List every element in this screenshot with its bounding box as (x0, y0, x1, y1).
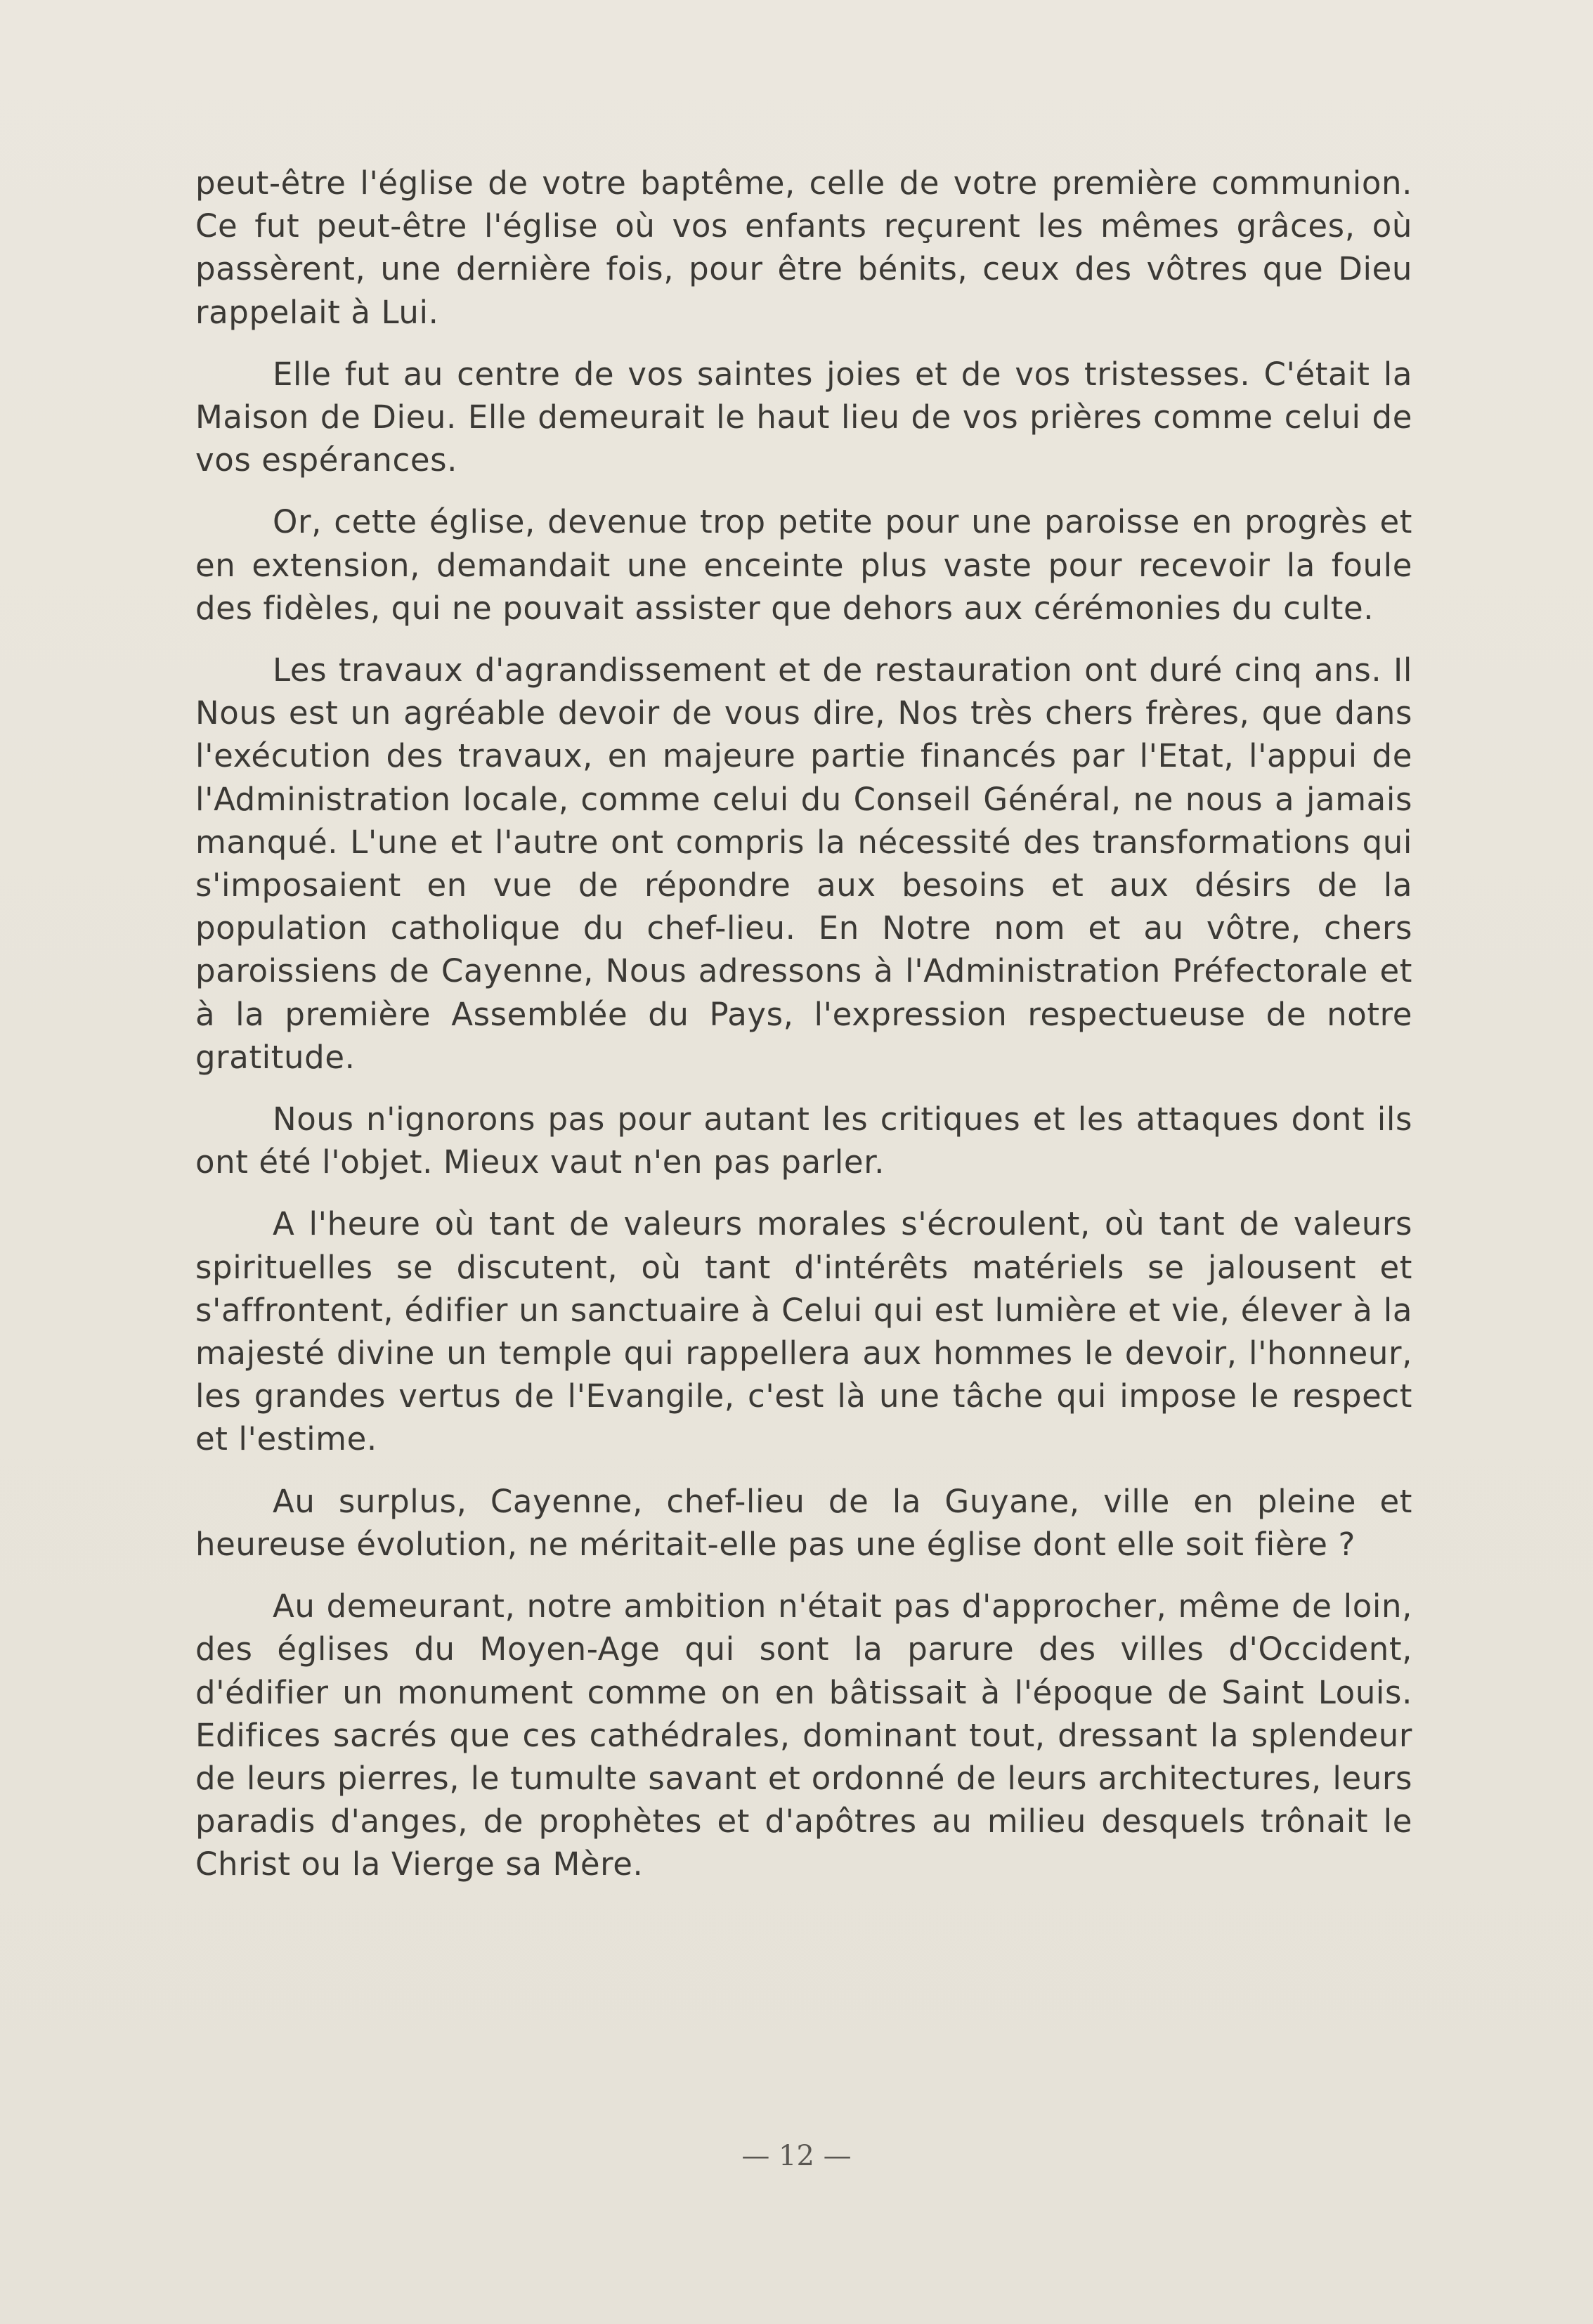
paragraph-2: Elle fut au centre de vos saintes joies et de vos tristesses. C'était la Maison de Dieu. Elle demeurait le haut lieu de vos prières comme celui de vos espérances. (195, 355, 1412, 479)
paragraph-1: peut-être l'église de votre baptême, celle de votre première communion. Ce fut peut-être l'église où vos enfants reçurent les mêmes grâces, où passèrent, une dernière fois, pour être bénits, ceux des vôtres que Dieu rappelait à Lui. (195, 164, 1412, 331)
paragraph-8: Au demeurant, notre ambition n'était pas d'approcher, même de loin, des églises du Moyen-Age qui sont la parure des villes d'Occident, d'édifier un monument comme on en bâtissait à l'époque de Saint Louis. Edifices sacrés que ces cathédrales, dominant tout, dressant la splendeur de leurs pierres, le tumulte savant et ordonné de leurs architectures, leurs paradis d'anges, de prophètes et d'apôtres au milieu desquels trônait le Christ ou la Vierge sa Mère. (195, 1588, 1412, 1883)
paragraph-7: Au surplus, Cayenne, chef-lieu de la Guyane, ville en pleine et heureuse évolution, ne méritait-elle pas une église dont elle soit fière ? (195, 1482, 1412, 1563)
body-text (195, 162, 1412, 1886)
paragraph-5: Nous n'ignorons pas pour autant les critiques et les attaques dont ils ont été l'objet. Mieux vaut n'en pas parler. (195, 1101, 1412, 1181)
page-number: — 12 — (741, 2140, 852, 2172)
paragraph-3: Or, cette église, devenue trop petite pour une paroisse en progrès et en extension, demandait une enceinte plus vaste pour recevoir la foule des fidèles, qui ne pouvait assister que dehors aux cérémonies du culte. (195, 503, 1412, 627)
paragraph-6: A l'heure où tant de valeurs morales s'écroulent, où tant de valeurs spirituelles se discutent, où tant d'intérêts matériels se jalousent et s'affrontent, édifier un sanctuaire à Celui qui est lumière et vie, élever à la majesté divine un temple qui rappellera aux hommes le devoir, l'honneur, les grandes vertus de l'Evangile, c'est là une tâche qui impose le respect et l'estime. (195, 1205, 1412, 1458)
paragraph-4: Les travaux d'agrandissement et de restauration ont duré cinq ans. Il Nous est un agréable devoir de vous dire, Nos très chers frères, que dans l'exécution des travaux, en majeure partie financés par l'Etat, l'appui de l'Administration locale, comme celui du Conseil Général, ne nous a jamais manqué. L'une et l'autre ont compris la nécessité des transformations qui s'imposaient en vue de répondre aux besoins et aux désirs de la population catholique du chef-lieu. En Notre nom et au vôtre, chers paroissiens de Cayenne, Nous adressons à l'Administration Préfectorale et à la première Assemblée du Pays, l'expression respectueuse de notre gratitude. (195, 651, 1412, 1076)
